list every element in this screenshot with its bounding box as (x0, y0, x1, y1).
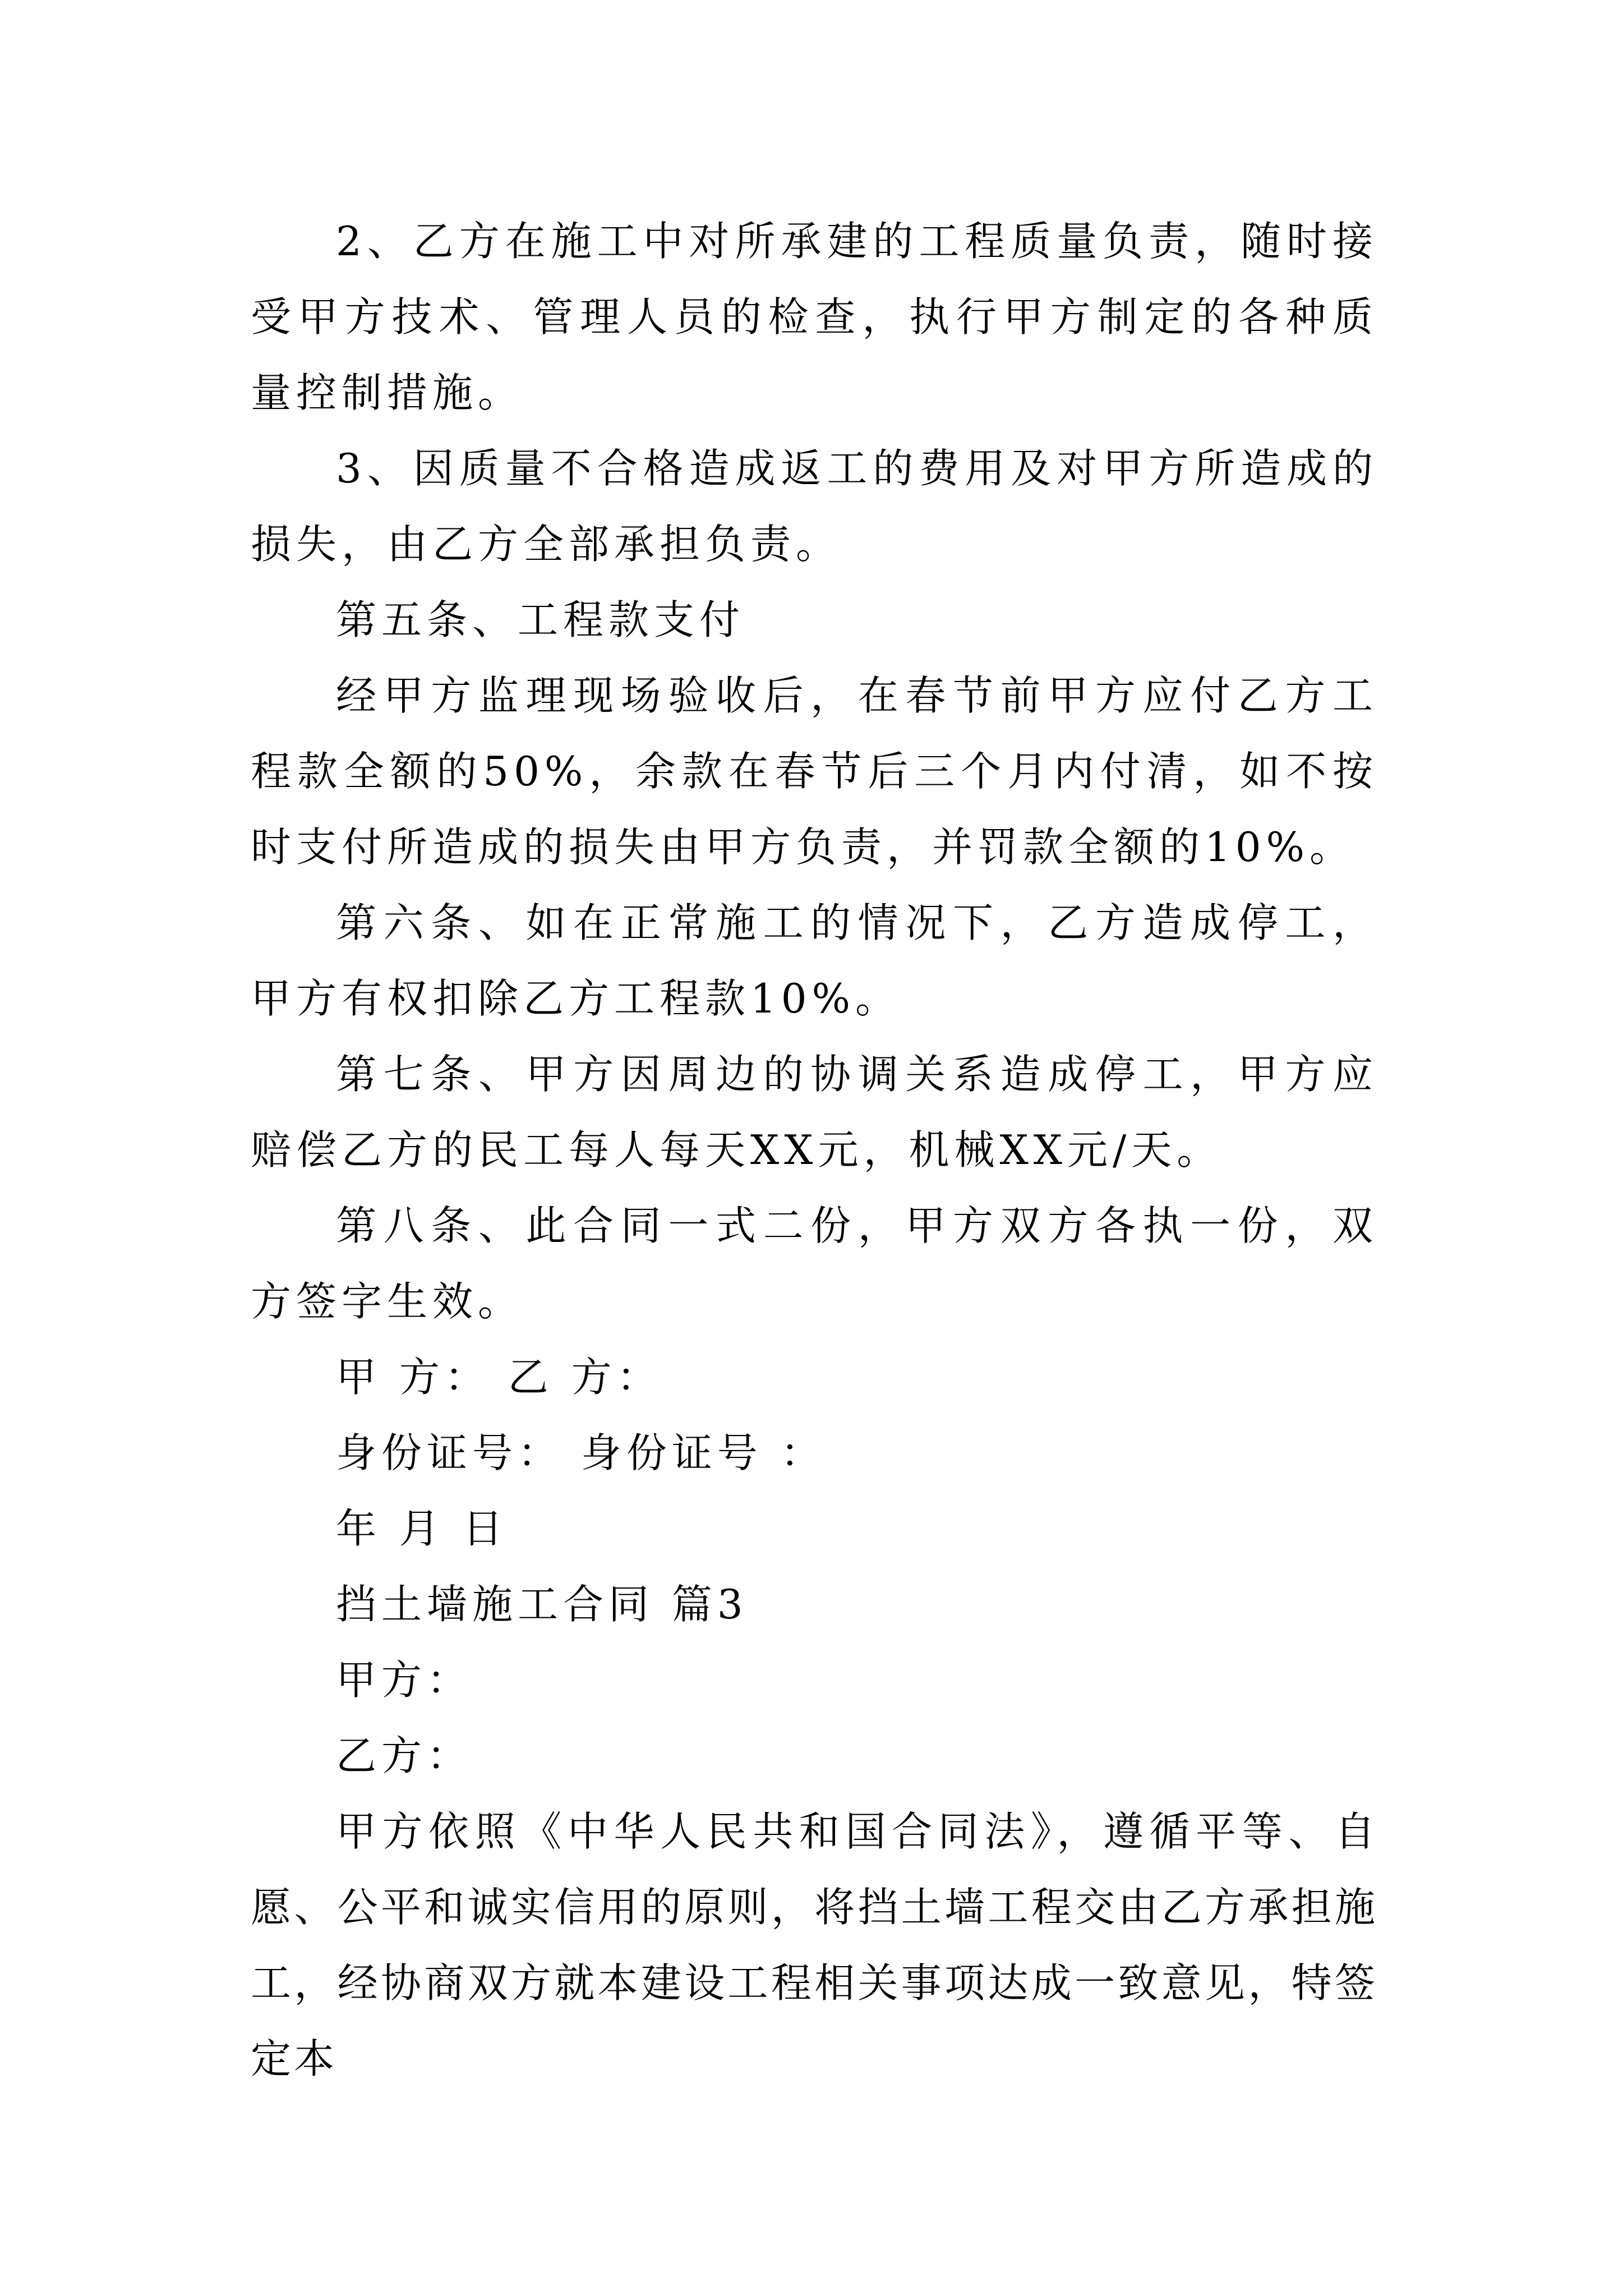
party-b-label: 乙方： (336, 1732, 473, 1779)
article-5-heading: 第五条、工程款支付 (336, 596, 745, 643)
paragraph-rework-cost: 3、因质量不合格造成返工的费用及对甲方所造成的损失，由乙方全部承担负责。 (251, 445, 1378, 568)
party-a-label: 甲方： (336, 1657, 473, 1704)
signature-id-numbers: 身份证号： 身份证号 ： (336, 1429, 826, 1476)
section-title-part-3: 挡土墙施工合同 篇3 (336, 1581, 748, 1628)
paragraph-contract-preamble: 甲方依照《中华人民共和国合同法》，遵循平等、自愿、公平和诚实信用的原则，将挡土墙工程交由乙方承担施工，经协商双方就本建设工程相关事项达成一致意见，特签定本 (251, 1808, 1378, 2082)
signature-date: 年 月 日 (336, 1505, 508, 1552)
paragraph-payment-terms: 经甲方监理现场验收后，在春节前甲方应付乙方工程款全额的50%，余款在春节后三个月内付清，如不按时支付所造成的损失由甲方负责，并罚款全额的10%。 (251, 672, 1378, 871)
article-7: 第七条、甲方因周边的协调关系造成停工，甲方应赔偿乙方的民工每人每天XX元，机械XX元/天。 (251, 1051, 1378, 1174)
signature-parties: 甲 方： 乙 方： (336, 1354, 662, 1401)
article-8: 第八条、此合同一式二份，甲方双方各执一份，双方签字生效。 (251, 1202, 1378, 1325)
document-body (251, 204, 1378, 2097)
paragraph-quality-responsibility: 2、乙方在施工中对所承建的工程质量负责，随时接受甲方技术、管理人员的检查，执行甲方制定的各种质量控制措施。 (251, 218, 1378, 416)
article-6: 第六条、如在正常施工的情况下，乙方造成停工，甲方有权扣除乙方工程款10%。 (251, 899, 1378, 1022)
